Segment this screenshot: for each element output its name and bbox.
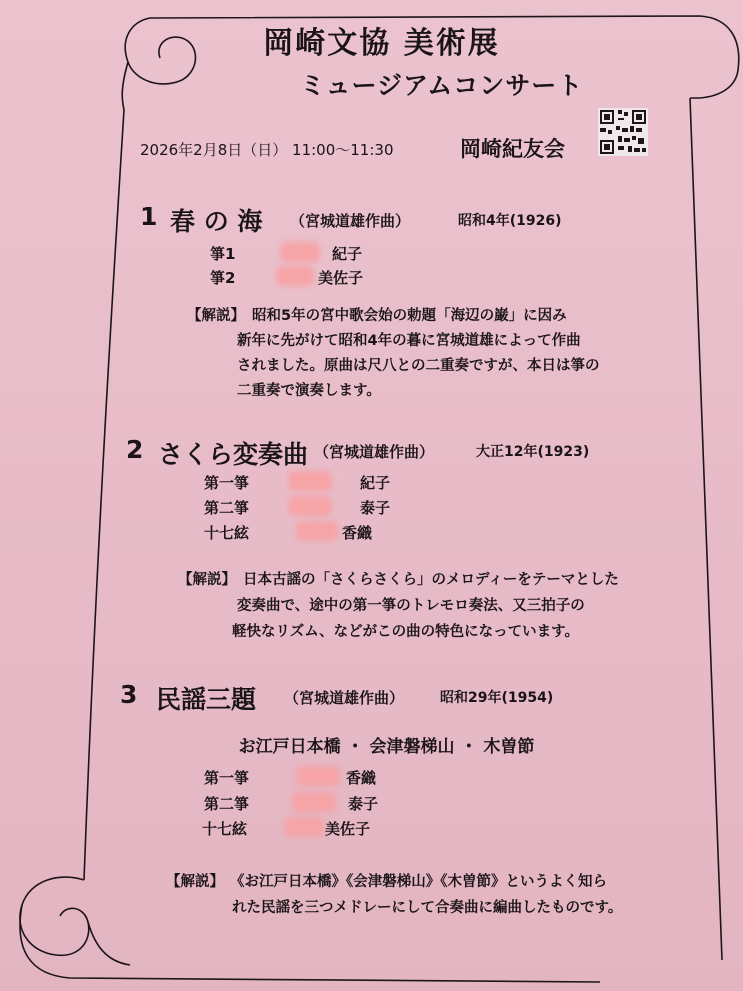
piece-number: 3 bbox=[120, 680, 138, 709]
performer-name: 香織 bbox=[342, 524, 373, 542]
note-line: 日本古謡の「さくらさくら」のメロディーをテーマとした bbox=[243, 572, 619, 588]
note-line: 二重奏で演奏します。 bbox=[237, 383, 381, 399]
piece-composer: （宮城道雄作曲） bbox=[290, 212, 411, 230]
note-line: されました。原曲は尺八との二重奏ですが、本日は箏の bbox=[237, 358, 600, 374]
event-subtitle: ミュージアムコンサート bbox=[300, 71, 584, 100]
performer-part: 第二箏 bbox=[204, 795, 250, 813]
piece-composer: （宮城道雄作曲） bbox=[314, 443, 435, 461]
performer-name: 美佐子 bbox=[318, 269, 364, 287]
redacted-surname bbox=[296, 766, 340, 786]
piece-number: 1 bbox=[140, 202, 158, 231]
piece-year: 昭和29年(1954) bbox=[440, 690, 554, 706]
performer-part: 箏1 bbox=[210, 245, 236, 263]
piece-composer: （宮城道雄作曲） bbox=[284, 689, 405, 707]
organizer-name: 岡崎紀友会 bbox=[460, 137, 565, 161]
event-datetime: 2026年2月8日（日） 11:00〜11:30 bbox=[140, 141, 394, 159]
redacted-surname bbox=[292, 792, 336, 812]
performer-name: 紀子 bbox=[360, 474, 391, 492]
note-line: 軽快なリズム、などがこの曲の特色になっています。 bbox=[232, 624, 579, 640]
performer-name: 泰子 bbox=[360, 499, 391, 517]
qr-code-icon bbox=[598, 108, 648, 156]
performer-part: 第二箏 bbox=[204, 499, 250, 517]
redacted-surname bbox=[280, 242, 320, 262]
piece-title: 民謡三題 bbox=[156, 685, 257, 714]
note-line: 《お江戸日本橋》《会津磐梯山》《木曽節》というよく知ら bbox=[230, 874, 607, 890]
performer-part: 十七絃 bbox=[204, 524, 250, 542]
performer-part: 第一箏 bbox=[204, 769, 250, 787]
note-label: 【解説】 bbox=[166, 874, 224, 890]
event-title: 岡崎文協 美術展 bbox=[263, 26, 500, 61]
note-label: 【解説】 bbox=[178, 572, 236, 588]
piece-year: 昭和4年(1926) bbox=[458, 213, 562, 229]
piece-number: 2 bbox=[126, 435, 144, 464]
medley-songs: お江戸日本橋 ・ 会津磐梯山 ・ 木曽節 bbox=[238, 737, 535, 757]
performer-name: 美佐子 bbox=[325, 820, 371, 838]
piece-title: 春 の 海 bbox=[170, 207, 263, 236]
performer-name: 紀子 bbox=[332, 245, 363, 263]
performer-part: 箏2 bbox=[210, 269, 236, 287]
piece-year: 大正12年(1923) bbox=[476, 444, 590, 460]
redacted-surname bbox=[288, 471, 332, 491]
redacted-surname bbox=[284, 817, 324, 837]
note-label: 【解説】 bbox=[187, 308, 245, 324]
redacted-surname bbox=[276, 266, 314, 286]
redacted-surname bbox=[288, 496, 332, 516]
note-line: 昭和5年の宮中歌会始の勅題「海辺の巌」に因み bbox=[252, 308, 567, 324]
performer-part: 十七絃 bbox=[202, 820, 248, 838]
performer-part: 第一箏 bbox=[204, 474, 250, 492]
piece-title: さくら変奏曲 bbox=[158, 440, 309, 469]
redacted-surname bbox=[296, 521, 338, 541]
performer-name: 泰子 bbox=[348, 795, 379, 813]
note-line: 新年に先がけて昭和4年の暮に宮城道雄によって作曲 bbox=[237, 333, 581, 349]
note-line: れた民謡を三つメドレーにして合奏曲に編曲したものです。 bbox=[232, 900, 623, 916]
note-line: 変奏曲で、途中の第一箏のトレモロ奏法、又三拍子の bbox=[237, 598, 585, 614]
performer-name: 香織 bbox=[346, 769, 377, 787]
